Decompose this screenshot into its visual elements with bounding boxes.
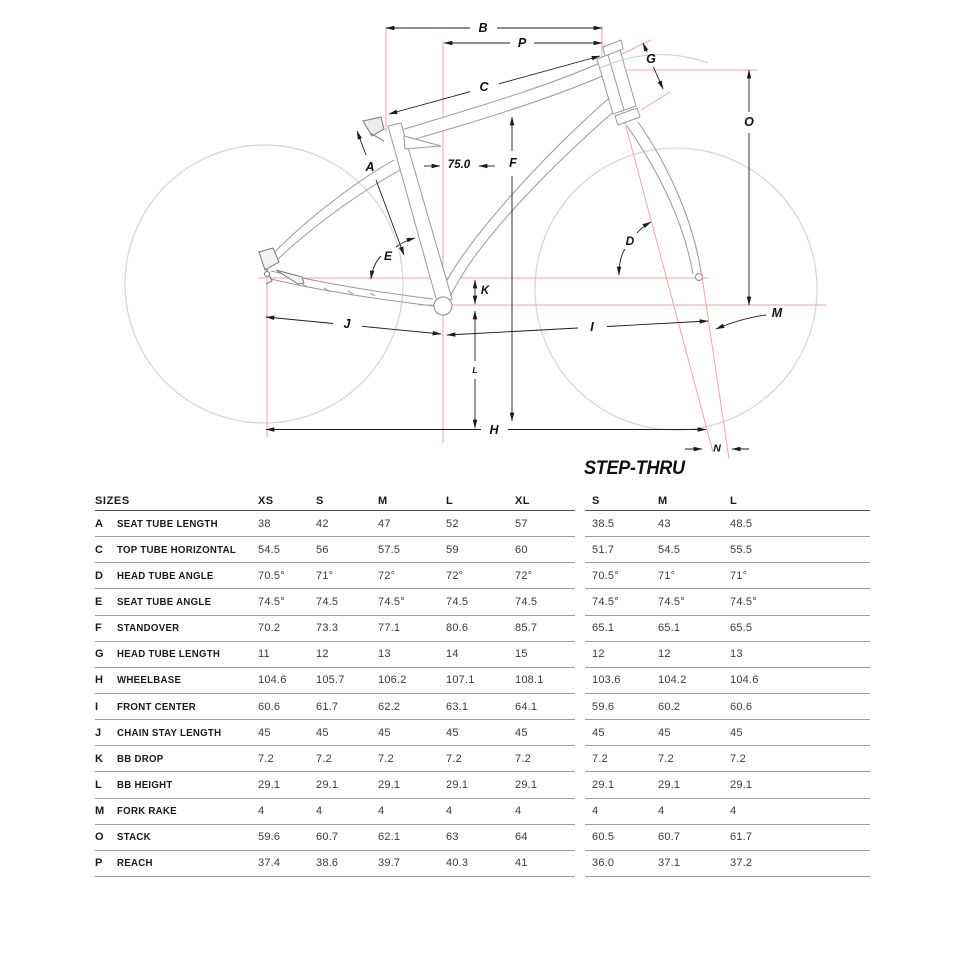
row-letter: O xyxy=(95,831,104,844)
row-value: 54.5 xyxy=(658,543,681,556)
row-name-text: WHEELBASE xyxy=(117,674,182,687)
label-G: G xyxy=(646,52,656,66)
seat-tube xyxy=(388,123,452,302)
row-value: 4 xyxy=(515,805,522,818)
label-P: P xyxy=(517,36,527,50)
row-value: 7.2 xyxy=(515,752,531,765)
row-letter: A xyxy=(95,517,103,530)
row-letter: C xyxy=(95,543,103,556)
row-value: 45 xyxy=(258,726,271,739)
row-value: 7.2 xyxy=(658,752,674,765)
label-I: I xyxy=(590,320,594,334)
size-column-header: S xyxy=(592,495,600,507)
row-value: 11 xyxy=(258,648,270,661)
table-row xyxy=(585,589,870,615)
row-name xyxy=(117,518,258,530)
row-value: 45 xyxy=(592,726,605,739)
table-row xyxy=(95,825,575,851)
saddle-clamp xyxy=(363,117,384,141)
row-value: 74.5 xyxy=(446,595,469,608)
row-name-text: SEAT TUBE ANGLE xyxy=(117,595,212,608)
row-value: 7.2 xyxy=(316,752,332,765)
row-value: 12 xyxy=(316,648,329,661)
step-thru-table-header xyxy=(585,486,870,511)
row-letter: I xyxy=(95,700,99,713)
table-row xyxy=(95,746,575,772)
row-value: 85.7 xyxy=(515,622,538,635)
row-value: 56 xyxy=(316,543,329,556)
row-value: 104.6 xyxy=(258,674,287,687)
row-name xyxy=(117,622,258,634)
row-value: 7.2 xyxy=(446,752,462,765)
row-value: 43 xyxy=(658,517,671,530)
row-name-text: FORK RAKE xyxy=(117,805,177,818)
row-value: 60.2 xyxy=(658,700,681,713)
row-name-text: TOP TUBE HORIZONTAL xyxy=(117,543,237,556)
table-row xyxy=(95,799,575,825)
row-value: 45 xyxy=(658,726,671,739)
row-value: 15 xyxy=(515,648,528,661)
row-value: 4 xyxy=(316,805,323,818)
label-B: B xyxy=(478,21,488,35)
row-value: 29.1 xyxy=(515,778,538,791)
row-value: 74.5° xyxy=(658,595,685,608)
row-value: 37.4 xyxy=(258,857,281,870)
row-name-text: CHAIN STAY LENGTH xyxy=(117,726,222,739)
row-name xyxy=(117,831,258,843)
row-name-text: HEAD TUBE ANGLE xyxy=(117,569,214,582)
row-value: 59 xyxy=(446,543,459,556)
row-value: 70.5° xyxy=(592,569,619,582)
row-value: 61.7 xyxy=(316,700,339,713)
row-value: 29.1 xyxy=(316,778,339,791)
row-value: 71° xyxy=(730,569,748,582)
row-letter: F xyxy=(95,622,102,635)
label-C: C xyxy=(479,80,489,94)
row-value: 38.5 xyxy=(592,517,615,530)
row-name-text: STANDOVER xyxy=(117,622,180,635)
table-row xyxy=(95,642,575,668)
row-value: 74.5° xyxy=(378,595,405,608)
row-value: 55.5 xyxy=(730,543,753,556)
row-name xyxy=(117,648,258,660)
size-column-header: L xyxy=(730,495,738,507)
table-row xyxy=(585,772,870,798)
row-name-text: HEAD TUBE LENGTH xyxy=(117,648,221,661)
row-letter: L xyxy=(95,778,102,791)
size-column-header: M xyxy=(658,495,668,507)
front-axle xyxy=(696,274,703,281)
table-row xyxy=(585,746,870,772)
label-A: A xyxy=(365,160,375,174)
row-letter: P xyxy=(95,857,103,870)
row-value: 64.1 xyxy=(515,700,538,713)
row-value: 65.5 xyxy=(730,622,753,635)
row-value: 64 xyxy=(515,831,528,844)
table-row xyxy=(585,537,870,563)
row-value: 54.5 xyxy=(258,543,281,556)
row-value: 29.1 xyxy=(730,778,753,791)
row-value: 80.6 xyxy=(446,622,469,635)
row-value: 60.5 xyxy=(592,831,615,844)
row-value: 72° xyxy=(515,569,533,582)
row-value: 57.5 xyxy=(378,543,401,556)
table-row xyxy=(585,642,870,668)
row-value: 4 xyxy=(658,805,665,818)
fork-blade-outer xyxy=(638,122,701,272)
row-value: 45 xyxy=(730,726,743,739)
label-O: O xyxy=(744,115,754,129)
down-tube xyxy=(441,99,619,297)
row-value: 62.1 xyxy=(378,831,401,844)
table-row xyxy=(95,720,575,746)
row-value: 73.3 xyxy=(316,622,339,635)
main-table-header xyxy=(95,486,575,511)
table-row xyxy=(585,616,870,642)
row-value: 63.1 xyxy=(446,700,469,713)
bb-shell xyxy=(434,297,452,315)
table-row xyxy=(95,511,575,537)
row-value: 12 xyxy=(658,648,671,661)
row-name-text: REACH xyxy=(117,857,153,870)
row-value: 41 xyxy=(515,857,528,870)
table-row xyxy=(95,616,575,642)
row-name xyxy=(117,805,258,817)
row-value: 39.7 xyxy=(378,857,401,870)
row-value: 7.2 xyxy=(258,752,274,765)
row-value: 47 xyxy=(378,517,391,530)
row-value: 106.2 xyxy=(378,674,407,687)
row-value: 108.1 xyxy=(515,674,544,687)
row-value: 45 xyxy=(515,726,528,739)
row-value: 60 xyxy=(515,543,528,556)
size-column-header: S xyxy=(316,495,324,507)
row-value: 60.7 xyxy=(658,831,681,844)
row-letter: M xyxy=(95,805,105,818)
row-value: 104.6 xyxy=(730,674,759,687)
row-letter: J xyxy=(95,726,102,739)
label-M: M xyxy=(771,306,783,320)
row-value: 38.6 xyxy=(316,857,339,870)
label-E: E xyxy=(383,249,393,263)
row-value: 107.1 xyxy=(446,674,475,687)
row-value: 14 xyxy=(446,648,459,661)
row-value: 74.5° xyxy=(258,595,285,608)
size-column-header: L xyxy=(446,495,454,507)
table-row xyxy=(585,720,870,746)
table-row xyxy=(585,694,870,720)
size-column-header: M xyxy=(378,495,388,507)
row-value: 29.1 xyxy=(658,778,681,791)
row-value: 74.5° xyxy=(730,595,757,608)
label-K: K xyxy=(480,285,490,297)
row-value: 4 xyxy=(378,805,385,818)
row-value: 70.5° xyxy=(258,569,285,582)
table-row xyxy=(585,851,870,877)
row-name xyxy=(117,753,258,765)
table-row xyxy=(585,511,870,537)
row-letter: D xyxy=(95,569,103,582)
row-value: 37.2 xyxy=(730,857,753,870)
row-letter: G xyxy=(95,648,104,661)
row-name xyxy=(117,701,258,713)
chain-stay-lower xyxy=(271,279,434,306)
row-name xyxy=(117,857,258,869)
seat-stay-outer xyxy=(268,160,394,259)
row-name xyxy=(117,727,258,739)
table-row xyxy=(585,563,870,589)
row-name-text: FRONT CENTER xyxy=(117,700,196,713)
row-value: 48.5 xyxy=(730,517,753,530)
label-N: N xyxy=(713,442,721,455)
table-row xyxy=(95,694,575,720)
row-name-text: BB HEIGHT xyxy=(117,778,173,791)
row-value: 7.2 xyxy=(378,752,394,765)
table-row xyxy=(585,825,870,851)
row-value: 40.3 xyxy=(446,857,469,870)
row-value: 74.5° xyxy=(592,595,619,608)
row-value: 38 xyxy=(258,517,271,530)
sizes-header-label: SIZES xyxy=(95,495,130,507)
row-value: 37.1 xyxy=(658,857,681,870)
rear-dropout xyxy=(259,248,304,284)
row-value: 4 xyxy=(730,805,737,818)
row-value: 65.1 xyxy=(592,622,615,635)
row-value: 42 xyxy=(316,517,329,530)
row-value: 45 xyxy=(446,726,459,739)
seat-stay-inner xyxy=(272,170,400,265)
row-value: 29.1 xyxy=(446,778,469,791)
row-letter: E xyxy=(95,595,103,608)
rear-wheel xyxy=(125,145,403,423)
row-name-text: SEAT TUBE LENGTH xyxy=(117,517,218,530)
row-value: 71° xyxy=(658,569,676,582)
row-value: 104.2 xyxy=(658,674,687,687)
row-value: 74.5 xyxy=(515,595,538,608)
row-value: 13 xyxy=(378,648,391,661)
seat-cluster-gusset xyxy=(404,136,441,149)
table-row xyxy=(95,772,575,798)
row-value: 65.1 xyxy=(658,622,681,635)
row-letter: K xyxy=(95,752,103,765)
table-row xyxy=(585,668,870,694)
row-value: 105.7 xyxy=(316,674,345,687)
label-F: F xyxy=(509,156,517,170)
row-name xyxy=(117,544,258,556)
row-value: 59.6 xyxy=(258,831,281,844)
size-column-header: XL xyxy=(515,495,530,507)
row-value: 62.2 xyxy=(378,700,401,713)
row-value: 51.7 xyxy=(592,543,615,556)
row-value: 7.2 xyxy=(592,752,608,765)
dimension-lines xyxy=(266,28,766,449)
label-seat-angle-value: 75.0 xyxy=(447,159,471,171)
front-axle-line xyxy=(701,270,729,459)
row-value: 60.6 xyxy=(258,700,281,713)
chainstay-cable-guides xyxy=(302,284,375,296)
row-value: 4 xyxy=(592,805,599,818)
label-H: H xyxy=(489,423,499,437)
table-row xyxy=(95,668,575,694)
row-value: 74.5 xyxy=(316,595,339,608)
label-L: L xyxy=(472,365,478,375)
row-value: 60.6 xyxy=(730,700,753,713)
row-value: 70.2 xyxy=(258,622,281,635)
row-name xyxy=(117,779,258,791)
row-value: 13 xyxy=(730,648,743,661)
row-value: 29.1 xyxy=(592,778,615,791)
size-column-header: XS xyxy=(258,495,274,507)
row-value: 57 xyxy=(515,517,528,530)
row-value: 29.1 xyxy=(378,778,401,791)
step-thru-geometry-table xyxy=(585,486,870,877)
row-value: 45 xyxy=(316,726,329,739)
row-letter: H xyxy=(95,674,103,687)
row-value: 61.7 xyxy=(730,831,753,844)
label-J: J xyxy=(343,317,351,331)
row-value: 72° xyxy=(446,569,464,582)
step-thru-title: STEP-THRU xyxy=(584,458,685,479)
main-geometry-table xyxy=(95,486,575,877)
row-name xyxy=(117,570,258,582)
row-name-text: BB DROP xyxy=(117,752,164,765)
row-value: 63 xyxy=(446,831,459,844)
table-row xyxy=(95,563,575,589)
row-value: 4 xyxy=(258,805,265,818)
row-value: 77.1 xyxy=(378,622,401,635)
row-name xyxy=(117,674,258,686)
row-value: 72° xyxy=(378,569,396,582)
row-name-text: STACK xyxy=(117,831,151,844)
table-row xyxy=(95,589,575,615)
table-row xyxy=(95,851,575,877)
row-value: 52 xyxy=(446,517,459,530)
row-value: 4 xyxy=(446,805,453,818)
row-value: 29.1 xyxy=(258,778,281,791)
label-D: D xyxy=(625,234,635,248)
wheels xyxy=(125,145,817,430)
row-value: 45 xyxy=(378,726,391,739)
table-row xyxy=(585,799,870,825)
row-value: 59.6 xyxy=(592,700,615,713)
row-value: 7.2 xyxy=(730,752,746,765)
row-value: 36.0 xyxy=(592,857,615,870)
row-name xyxy=(117,596,258,608)
headtube-ext-bottom xyxy=(641,92,670,110)
row-value: 60.7 xyxy=(316,831,339,844)
row-value: 12 xyxy=(592,648,605,661)
row-value: 71° xyxy=(316,569,334,582)
row-value: 103.6 xyxy=(592,674,621,687)
table-row xyxy=(95,537,575,563)
